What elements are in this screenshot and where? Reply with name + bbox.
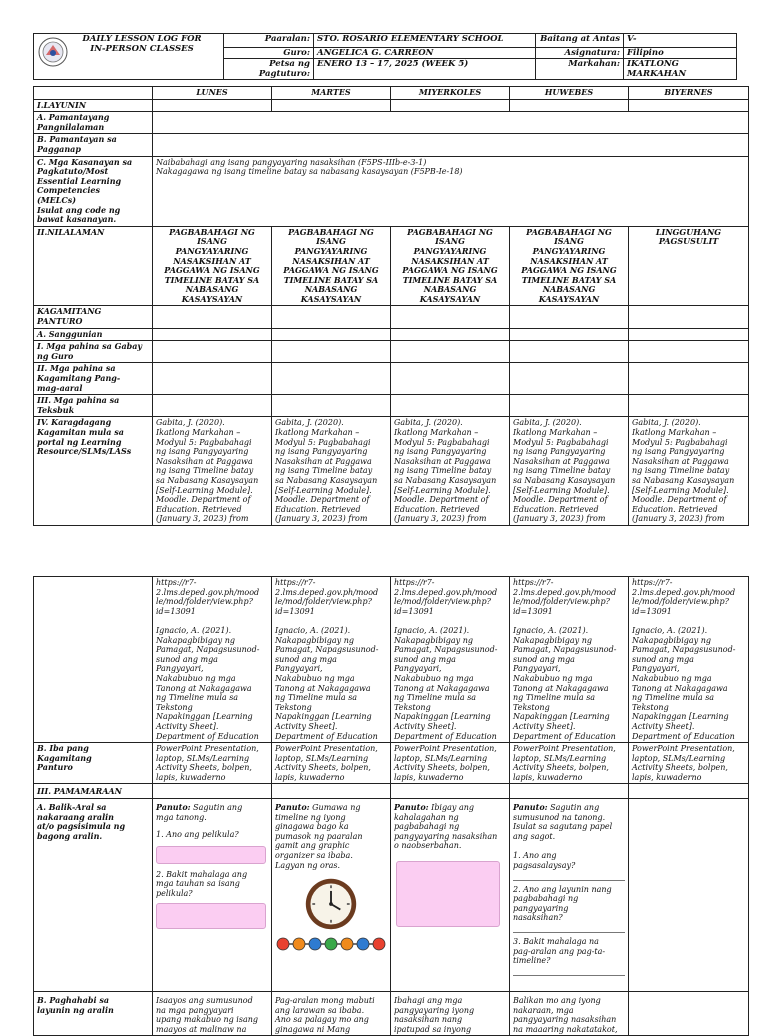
timeline-dot bbox=[325, 938, 337, 950]
day-header: LUNES bbox=[153, 87, 272, 100]
question-2: 2. Ano ang layunin nang pagbabahagi ng pangyayaring nasaksihan? bbox=[513, 884, 612, 923]
row-label-balik-aral: A. Balik-Aral sa nakaraang aralin at/o pagsisimula ng bagong aralin. bbox=[34, 799, 153, 992]
balik-aral-monday bbox=[153, 799, 272, 992]
row-label-gabay-ng-guro: I. Mga pahina sa Gabay ng Guro bbox=[34, 341, 153, 363]
row-label-layunin: I.LAYUNIN bbox=[34, 99, 153, 112]
question-2: 2. Bakit mahalaga ang mga tauhan sa isang pelikula? bbox=[156, 869, 248, 899]
nilalaman-cell: PAGBABAHAGI NG ISANG PANGYAYARING NASAKSIHAN AT PAGGAWA NG ISANG TIMELINE BATAY SA NABASANG KASAYSAYAN bbox=[391, 226, 510, 306]
balik-aral-thursday bbox=[510, 799, 629, 992]
row-label-kasanayan: C. Mga Kasanayan sa Pagkatuto/Most Essential Learning Competencies (MELCs) Isulat ang code ng bawat kasanayan. bbox=[34, 156, 153, 226]
timeline-graphic-organizer bbox=[275, 936, 387, 952]
timeline-dot bbox=[277, 938, 289, 950]
nilalaman-cell: PAGBABAHAGI NG ISANG PANGYAYARING NASAKSIHAN AT PAGGAWA NG ISANG TIMELINE BATAY SA NABASANG KASAYSAYAN bbox=[272, 226, 391, 306]
balik-aral-friday bbox=[629, 799, 749, 992]
day-header: MARTES bbox=[272, 87, 391, 100]
answer-box[interactable] bbox=[156, 846, 266, 864]
paghahabi-wednesday: Ibahagi ang mga pangyayaring iyong nasaksihan nang ipatupad sa inyong bbox=[391, 992, 510, 1036]
reference-cell-continued: https://r7- 2.lms.deped.gov.ph/mood le/mod/folder/view.php? id=13091 Ignacio, A. (2021). Nakapagbibigay ng Pamagat, Napagsusunod- sunod ang mga Pangyayari, Nakabubuo ng mga Tanong at Nakagagawa ng Timeline mula sa Tekstong Napakinggan [Learning Activity Sheet]. Department of Education bbox=[629, 577, 749, 743]
paghahabi-thursday: Balikan mo ang iyong nakaraan, mga pangyayaring nasaksihan na maaaring nakatatakot, bbox=[510, 992, 629, 1036]
row-label-pamamaraan: III. PAMAMARAAN bbox=[34, 784, 153, 799]
lesson-log-table-page2 bbox=[33, 576, 749, 1036]
asignatura-value: Filipino bbox=[624, 48, 737, 59]
reference-cell-continued: https://r7- 2.lms.deped.gov.ph/mood le/mod/folder/view.php? id=13091 Ignacio, A. (2021). Nakapagbibigay ng Pamagat, Napagsusunod- sunod ang mga Pangyayari, Nakabubuo ng mga Tanong at Nakagagawa ng Timeline mula sa Tekstong Napakinggan [Learning Activity Sheet]. Department of Education bbox=[272, 577, 391, 743]
paaralan-value: STO. ROSARIO ELEMENTARY SCHOOL bbox=[314, 34, 536, 48]
instruction-text: Sagutin ang sumusunod na tanong. Isulat sa sagutang papel ang sagot. bbox=[513, 803, 613, 841]
petsa-label: Petsa ng Pagtuturo: bbox=[224, 59, 314, 80]
timeline-dot bbox=[357, 938, 369, 950]
reference-cell: Gabita, J. (2020). Ikatlong Markahan – Modyul 5: Pagbabahagi ng isang Pangyayaring Nasaksihan at Paggawa ng isang Timeline batay sa Nabasang Kasaysayan [Self-Learning Module]. Moodle. Department of Education. Retrieved (January 3, 2023) from bbox=[153, 417, 272, 526]
day-header: BIYERNES bbox=[629, 87, 749, 100]
row-label-karagdagang-kagamitan: IV. Karagdagang Kagamitan mula sa portal ng Learning Resource/SLMs/LASs bbox=[34, 417, 153, 526]
row-label-sanggunian: A. Sanggunian bbox=[34, 328, 153, 341]
guro-label: Guro: bbox=[224, 48, 314, 59]
instruction-text: Ibigay ang kahalagahan ng pagbabahagi ng pangyayaring nasaksihan o naobserbahan. bbox=[394, 803, 498, 851]
timeline-dot bbox=[309, 938, 321, 950]
materials-cell: PowerPoint Presentation, laptop, SLMs/Learning Activity Sheets, bolpen, lapis, kuwaderno bbox=[272, 743, 391, 784]
paghahabi-friday bbox=[629, 992, 749, 1036]
melc-text: Naibabahagi ang isang pangyayaring nasaksihan (F5PS-IIIb-e-3-1) Nakagagawa ng isang timeline batay sa nabasang kasaysayan (F5PB-Ie-18) bbox=[153, 156, 749, 226]
lesson-log-table-page1 bbox=[33, 86, 749, 526]
baitang-value: V- bbox=[624, 34, 737, 48]
row-label-kagamitang-panturo: KAGAMITANG PANTURO bbox=[34, 306, 153, 328]
reference-cell-continued: https://r7- 2.lms.deped.gov.ph/mood le/mod/folder/view.php? id=13091 Ignacio, A. (2021). Nakapagbibigay ng Pamagat, Napagsusunod- sunod ang mga Pangyayari, Nakabubuo ng mga Tanong at Nakagagawa ng Timeline mula sa Tekstong Napakinggan [Learning Activity Sheet]. Department of Education bbox=[391, 577, 510, 743]
reference-cell: Gabita, J. (2020). Ikatlong Markahan – Modyul 5: Pagbabahagi ng isang Pangyayaring Nasaksihan at Paggawa ng isang Timeline batay sa Nabasang Kasaysayan [Self-Learning Module]. Moodle. Department of Education. Retrieved (January 3, 2023) from bbox=[629, 417, 749, 526]
panuto-label: Panuto: bbox=[275, 802, 310, 813]
timeline-dot bbox=[373, 938, 385, 950]
panuto-label: Panuto: bbox=[394, 802, 429, 813]
petsa-value: ENERO 13 – 17, 2025 (WEEK 5) bbox=[314, 59, 536, 80]
row-label-iba-pang-kagamitan: B. Iba pang Kagamitang Panturo bbox=[34, 743, 153, 784]
balik-aral-tuesday bbox=[272, 799, 391, 992]
question-1: 1. Ano ang pagsasalaysay? bbox=[513, 851, 576, 871]
reference-cell-continued: https://r7- 2.lms.deped.gov.ph/mood le/mod/folder/view.php? id=13091 Ignacio, A. (2021). Nakapagbibigay ng Pamagat, Napagsusunod- sunod ang mga Pangyayari, Nakabubuo ng mga Tanong at Nakagagawa ng Timeline mula sa Tekstong Napakinggan [Learning Activity Sheet]. Department of Education bbox=[153, 577, 272, 743]
row-label-nilalaman: II.NILALAMAN bbox=[34, 226, 153, 306]
question-3: 3. Bakit mahalaga na pag-aralan ang pag-ta- timeline? bbox=[513, 937, 606, 966]
panuto-label: Panuto: bbox=[513, 802, 548, 813]
materials-cell: PowerPoint Presentation, laptop, SLMs/Learning Activity Sheets, bolpen, lapis, kuwaderno bbox=[391, 743, 510, 784]
day-header: MIYERKOLES bbox=[391, 87, 510, 100]
panuto-label: Panuto: bbox=[156, 802, 191, 813]
paghahabi-tuesday: Pag-aralan mong mabuti ang larawan sa ibaba. Ano sa palagay mo ang ginagawa ni Mang bbox=[272, 992, 391, 1036]
balik-aral-wednesday bbox=[391, 799, 510, 992]
answer-box[interactable] bbox=[156, 903, 266, 929]
answer-line[interactable] bbox=[513, 925, 625, 933]
guro-value: ANGELICA G. CARREON bbox=[314, 48, 536, 59]
materials-cell: PowerPoint Presentation, laptop, SLMs/Learning Activity Sheets, bolpen, lapis, kuwaderno bbox=[153, 743, 272, 784]
nilalaman-cell: PAGBABAHAGI NG ISANG PANGYAYARING NASAKSIHAN AT PAGGAWA NG ISANG TIMELINE BATAY SA NABASANG KASAYSAYAN bbox=[153, 226, 272, 306]
timeline-dot bbox=[341, 938, 353, 950]
reference-cell: Gabita, J. (2020). Ikatlong Markahan – Modyul 5: Pagbabahagi ng isang Pangyayaring Nasaksihan at Paggawa ng isang Timeline batay sa Nabasang Kasaysayan [Self-Learning Module]. Moodle. Department of Education. Retrieved (January 3, 2023) from bbox=[391, 417, 510, 526]
row-label-paghahabi: B. Paghahabi sa layunin ng aralin bbox=[34, 992, 153, 1036]
paghahabi-monday: Isaayos ang sumusunod na mga pangyayari upang makabuo ng isang maayos at malinaw na bbox=[153, 992, 272, 1036]
row-label-pamantayan-sa-pagganap: B. Pamantayan sa Pagganap bbox=[34, 134, 153, 156]
timeline-dot bbox=[293, 938, 305, 950]
reference-cell: Gabita, J. (2020). Ikatlong Markahan – Modyul 5: Pagbabahagi ng isang Pangyayaring Nasaksihan at Paggawa ng isang Timeline batay sa Nabasang Kasaysayan [Self-Learning Module]. Moodle. Department of Education. Retrieved (January 3, 2023) from bbox=[510, 417, 629, 526]
reference-cell-continued: https://r7- 2.lms.deped.gov.ph/mood le/mod/folder/view.php? id=13091 Ignacio, A. (2021). Nakapagbibigay ng Pamagat, Napagsusunod- sunod ang mga Pangyayari, Nakabubuo ng mga Tanong at Nakagagawa ng Timeline mula sa Tekstong Napakinggan [Learning Activity Sheet]. Department of Education bbox=[510, 577, 629, 743]
materials-cell: PowerPoint Presentation, laptop, SLMs/Learning Activity Sheets, bolpen, lapis, kuwaderno bbox=[510, 743, 629, 784]
row-label-pamantayang-pangnilalaman: A. Pamantayang Pangnilalaman bbox=[34, 112, 153, 134]
answer-box[interactable] bbox=[396, 861, 500, 927]
document-title: DAILY LESSON LOG FOR IN-PERSON CLASSES bbox=[34, 34, 224, 80]
markahan-value: IKATLONG MARKAHAN bbox=[624, 59, 737, 80]
instruction-text: Gumawa ng timeline ng iyong ginagawa bago ka pumasok ng paaralan gamit ang graphic organizer sa ibaba. Lagyan ng oras. bbox=[275, 803, 363, 870]
clock-icon bbox=[303, 876, 359, 932]
nilalaman-friday-cell: LINGGUHANG PAGSUSULIT bbox=[629, 226, 749, 306]
answer-line[interactable] bbox=[513, 968, 625, 976]
materials-cell: PowerPoint Presentation, laptop, SLMs/Learning Activity Sheets, bolpen, lapis, kuwaderno bbox=[629, 743, 749, 784]
answer-line[interactable] bbox=[513, 873, 625, 881]
paaralan-label: Paaralan: bbox=[224, 34, 314, 48]
question-1: 1. Ano ang pelikula? bbox=[156, 830, 239, 840]
day-header: HUWEBES bbox=[510, 87, 629, 100]
header-table bbox=[33, 33, 737, 80]
instruction-text: Sagutin ang mga tanong. bbox=[156, 803, 243, 822]
baitang-label: Baitang at Antas bbox=[536, 34, 624, 48]
asignatura-label: Asignatura: bbox=[536, 48, 624, 59]
corner-cell bbox=[34, 87, 153, 100]
nilalaman-cell: PAGBABAHAGI NG ISANG PANGYAYARING NASAKSIHAN AT PAGGAWA NG ISANG TIMELINE BATAY SA NABASANG KASAYSAYAN bbox=[510, 226, 629, 306]
reference-cell: Gabita, J. (2020). Ikatlong Markahan – Modyul 5: Pagbabahagi ng isang Pangyayaring Nasaksihan at Paggawa ng isang Timeline batay sa Nabasang Kasaysayan [Self-Learning Module]. Moodle. Department of Education. Retrieved (January 3, 2023) from bbox=[272, 417, 391, 526]
row-label-kagamitang-pang-mag-aaral: II. Mga pahina sa Kagamitang Pang- mag-aaral bbox=[34, 363, 153, 395]
row-label-teksbuk: III. Mga pahina sa Teksbuk bbox=[34, 395, 153, 417]
markahan-label: Markahan: bbox=[536, 59, 624, 80]
